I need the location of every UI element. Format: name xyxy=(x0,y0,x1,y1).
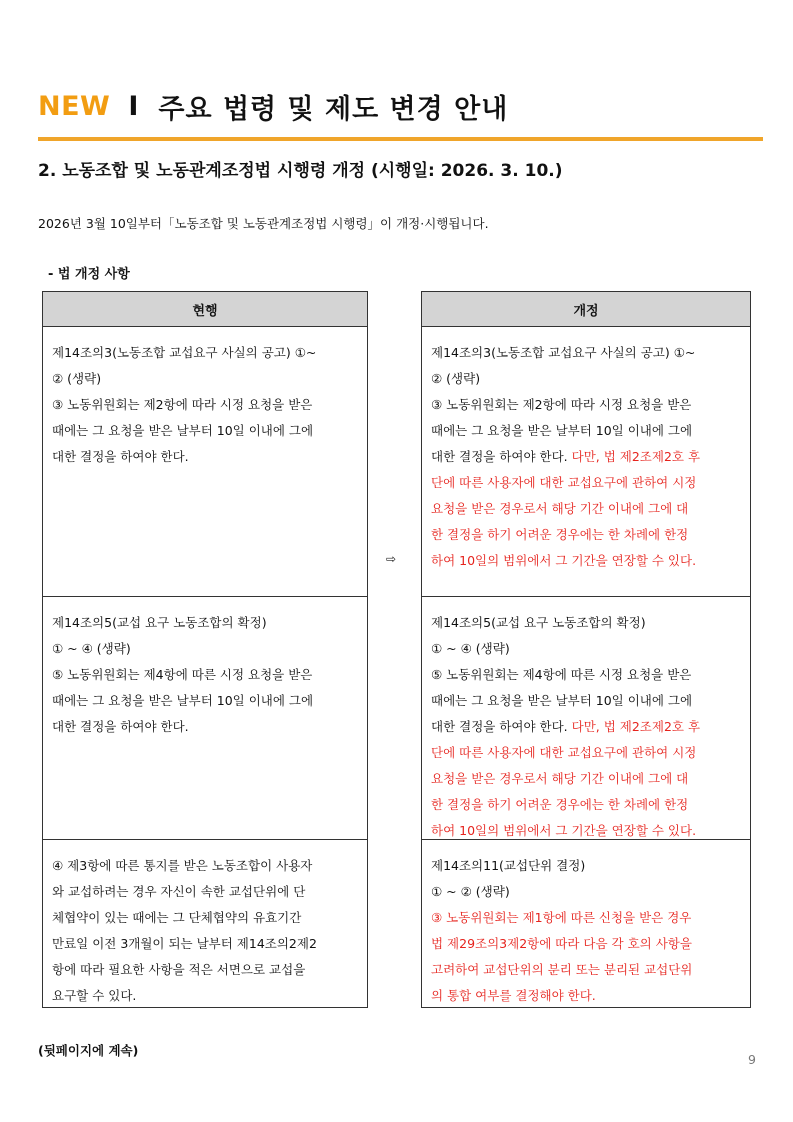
amended-text: 법 제29조의3제2항에 따라 다음 각 호의 사항을 xyxy=(431,936,692,951)
text-line: 때에는 그 요청을 받은 날부터 10일 이내에 그에 xyxy=(52,693,314,708)
text-line: 요구할 수 있다. xyxy=(52,988,137,1003)
revised-law-table xyxy=(421,291,751,1008)
current-cell-2 xyxy=(43,597,367,840)
amended-text: 한 결정을 하기 어려운 경우에는 한 차례에 한정 xyxy=(431,797,689,812)
intro-text: 2026년 3월 10일부터「노동조합 및 노동관계조정법 시행령」이 개정·시행됩니다. xyxy=(38,216,489,231)
amended-text: 다만, 법 제2조제2호 후 xyxy=(571,449,701,464)
new-tag: NEW xyxy=(38,90,111,122)
revised-cell-1 xyxy=(422,327,750,597)
amended-text: 단에 따른 사용자에 대한 교섭요구에 관하여 시정 xyxy=(431,745,697,760)
text-line: 때에는 그 요청을 받은 날부터 10일 이내에 그에 xyxy=(52,423,314,438)
text-line: 때에는 그 요청을 받은 날부터 10일 이내에 그에 xyxy=(431,693,693,708)
text-line: 제14조의3(노동조합 교섭요구 사실의 공고) ①~ xyxy=(431,345,696,360)
page-header xyxy=(38,86,508,126)
text-line: ② (생략) xyxy=(52,371,102,386)
text-line: 대한 결정을 하여야 한다. xyxy=(52,719,189,734)
amended-text: 한 결정을 하기 어려운 경우에는 한 차례에 한정 xyxy=(431,527,689,542)
current-cell-1 xyxy=(43,327,367,597)
revised-law-header: 개정 xyxy=(422,292,750,327)
amended-text: 단에 따른 사용자에 대한 교섭요구에 관하여 시정 xyxy=(431,475,697,490)
text-line: 제14조의3(노동조합 교섭요구 사실의 공고) ①~ xyxy=(52,345,317,360)
amended-text: 하여 10일의 범위에서 그 기간을 연장할 수 있다. xyxy=(431,823,697,838)
text-line: ② (생략) xyxy=(431,371,481,386)
text-line: ③ 노동위원회는 제2항에 따라 시정 요청을 받은 xyxy=(52,397,313,412)
text-line: 제14조의11(교섭단위 결정) xyxy=(431,858,586,873)
mixed-line xyxy=(431,444,742,470)
sub-heading: - 법 개정 사항 xyxy=(48,267,130,282)
text-line: 와 교섭하려는 경우 자신이 속한 교섭단위에 단 xyxy=(52,884,306,899)
revised-cell-3 xyxy=(422,840,750,1007)
text-line: ① ~ ④ (생략) xyxy=(431,641,510,656)
text-line: ⑤ 노동위원회는 제4항에 따른 시정 요청을 받은 xyxy=(52,667,313,682)
text-line: 제14조의5(교섭 요구 노동조합의 확정) xyxy=(431,615,646,630)
current-law-table xyxy=(42,291,368,1008)
amended-text: 하여 10일의 범위에서 그 기간을 연장할 수 있다. xyxy=(431,553,697,568)
amended-text: ③ 노동위원회는 제1항에 따른 신청을 받은 경우 xyxy=(431,910,692,925)
text-line: ① ~ ② (생략) xyxy=(431,884,510,899)
text-line: 때에는 그 요청을 받은 날부터 10일 이내에 그에 xyxy=(431,423,693,438)
text-line: 체협약이 있는 때에는 그 단체협약의 유효기간 xyxy=(52,910,302,925)
mixed-line xyxy=(431,714,742,740)
header-title: 주요 법령 및 제도 변경 안내 xyxy=(158,93,509,125)
text-line: 항에 따라 필요한 사항을 적은 서면으로 교섭을 xyxy=(52,962,306,977)
amended-text: 다만, 법 제2조제2호 후 xyxy=(571,719,701,734)
text-segment: 대한 결정을 하여야 한다. xyxy=(431,449,572,464)
amended-text: 고려하여 교섭단위의 분리 또는 분리된 교섭단위 xyxy=(431,962,693,977)
current-law-header: 현행 xyxy=(43,292,367,327)
header-separator: I xyxy=(128,90,139,122)
text-line: ④ 제3항에 따른 통지를 받은 노동조합이 사용자 xyxy=(52,858,313,873)
right-arrow-icon: ⇨ xyxy=(386,552,397,566)
text-line: 만료일 이전 3개월이 되는 날부터 제14조의2제2 xyxy=(52,936,317,951)
header-divider xyxy=(38,137,763,141)
text-segment: 대한 결정을 하여야 한다. xyxy=(431,719,572,734)
current-cell-3 xyxy=(43,840,367,1007)
text-line: 제14조의5(교섭 요구 노동조합의 확정) xyxy=(52,615,267,630)
text-line: ⑤ 노동위원회는 제4항에 따른 시정 요청을 받은 xyxy=(431,667,692,682)
revised-cell-2 xyxy=(422,597,750,840)
section-title: 2. 노동조합 및 노동관계조정법 시행령 개정 (시행일: 2026. 3. 10.) xyxy=(38,161,563,181)
page-number: 9 xyxy=(748,1052,756,1067)
amended-text: 의 통합 여부를 결정해야 한다. xyxy=(431,988,596,1003)
amended-text: 요청을 받은 경우로서 해당 기간 이내에 그에 대 xyxy=(431,501,689,516)
text-line: 대한 결정을 하여야 한다. xyxy=(52,449,189,464)
text-line: ③ 노동위원회는 제2항에 따라 시정 요청을 받은 xyxy=(431,397,692,412)
text-line: ① ~ ④ (생략) xyxy=(52,641,131,656)
amended-text: 요청을 받은 경우로서 해당 기간 이내에 그에 대 xyxy=(431,771,689,786)
continued-note: (뒷페이지에 계속) xyxy=(38,1043,139,1058)
